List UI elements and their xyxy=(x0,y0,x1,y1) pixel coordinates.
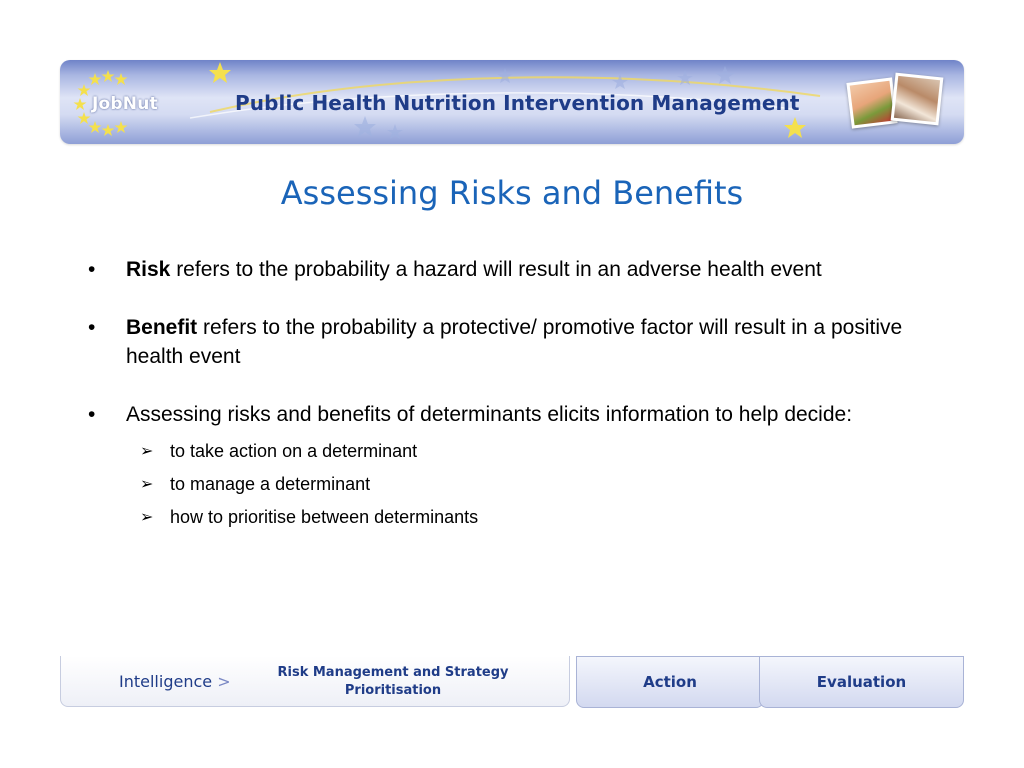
arrow-bullet-icon: ➢ xyxy=(140,443,154,460)
sub-bullet-item: ➢ to take action on a determinant xyxy=(126,435,954,468)
sub-bullet-item: ➢ how to prioritise between determinants xyxy=(126,501,954,534)
chevron-right-icon: > xyxy=(217,672,231,691)
bullet-icon: • xyxy=(88,258,96,281)
nav-intelligence-risk-panel[interactable] xyxy=(60,656,570,707)
arrow-bullet-icon: ➢ xyxy=(140,509,154,526)
jobnut-logo: JobNut xyxy=(92,94,158,114)
bullet-text: refers to the probability a protective/ promotive factor will result in a positive health event xyxy=(126,316,903,368)
bullet-icon: • xyxy=(88,316,96,339)
bullet-icon: • xyxy=(88,403,96,426)
bullet-term: Risk xyxy=(126,258,171,281)
mother-baby-photo xyxy=(891,73,944,126)
nav-risk-management[interactable]: Risk Management and Strategy Prioritisation xyxy=(277,665,509,698)
slide-title: Assessing Risks and Benefits xyxy=(280,174,744,212)
bullet-risk xyxy=(84,255,954,284)
child-photo xyxy=(846,77,897,128)
bullet-term: Benefit xyxy=(126,316,198,339)
bullet-text: Assessing risks and benefits of determinants elicits information to help decide: xyxy=(126,403,853,426)
nav-tab-evaluation[interactable]: Evaluation xyxy=(759,656,964,708)
banner-title: Public Health Nutrition Intervention Management xyxy=(235,91,800,115)
arrow-bullet-icon: ➢ xyxy=(140,476,154,493)
nav-intelligence[interactable]: Intelligence > xyxy=(119,672,231,691)
sub-bullet-list xyxy=(126,435,954,534)
bullet-benefit xyxy=(84,313,954,371)
footer-nav xyxy=(60,656,964,708)
bullet-text: refers to the probability a hazard will result in an adverse health event xyxy=(170,258,822,281)
nav-tab-action[interactable]: Action xyxy=(576,656,764,708)
bullet-list xyxy=(84,255,954,563)
header-banner xyxy=(60,60,964,144)
sub-bullet-item: ➢ to manage a determinant xyxy=(126,468,954,501)
bullet-assessing xyxy=(84,400,954,534)
